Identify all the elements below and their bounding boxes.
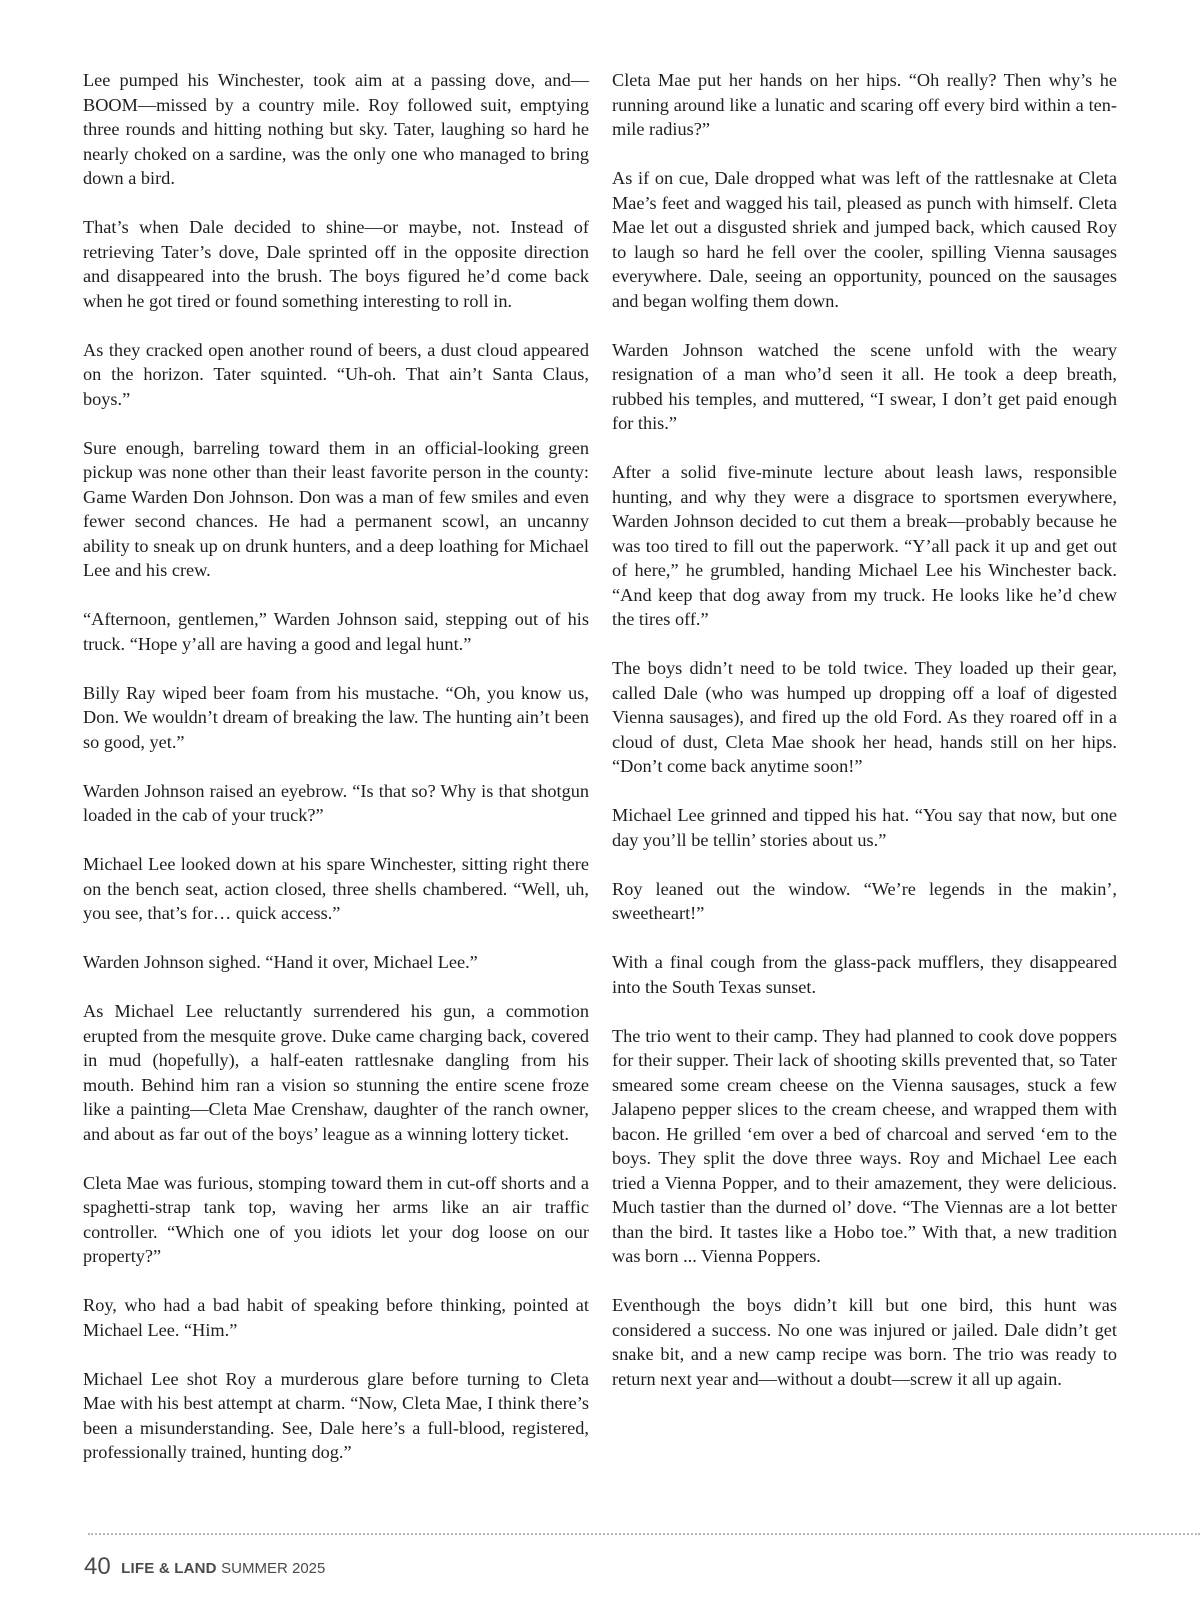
paragraph: Sure enough, barreling toward them in an official-looking green pickup was none other than their least favorite person in the county: Game Warden Don Johnson. Don was a man of few smiles and even fewer second chances. He had a permanent scowl, an uncanny ability to sneak up on drunk hunters, and a deep loathing for Michael Lee and his crew. [83, 437, 589, 580]
page-footer [84, 1553, 325, 1581]
paragraph: Lee pumped his Winchester, took aim at a passing dove, and—BOOM—missed by a country mile. Roy followed suit, emptying three rounds and hitting nothing but sky. Tater, laughing so hard he nearly choked on a sardine, was the only one who managed to bring down a bird. [83, 70, 589, 188]
paragraph: Michael Lee looked down at his spare Winchester, sitting right there on the bench seat, action closed, three shells chambered. “Well, uh, you see, that’s for… quick access.” [83, 854, 589, 923]
article-left-column [83, 68, 589, 1489]
paragraph: Warden Johnson raised an eyebrow. “Is that so? Why is that shotgun loaded in the cab of your truck?” [83, 780, 589, 825]
paragraph: As they cracked open another round of beers, a dust cloud appeared on the horizon. Tater squinted. “Uh-oh. That ain’t Santa Claus, boys.” [83, 339, 589, 409]
paragraph: The trio went to their camp. They had planned to cook dove poppers for their supper. Their lack of shooting skills prevented that, so Tater smeared some cream cheese on the Vienna sausages, stuck a few Jalapeno pepper slices to the cream cheese, and wrapped them with bacon. He grilled ‘em over a bed of charcoal and served ‘em to the boys. They split the dove three ways. Roy and Michael Lee each tried a Vienna Popper, and to their amazement, they were delicious. Much tastier than the durned ol’ dove. “The Viennas are a lot better than the bird. It tastes like a Hobo toe.” With that, a new tradition was born ... Vienna Poppers. [612, 1025, 1117, 1266]
paragraph: Michael Lee shot Roy a murderous glare before turning to Cleta Mae with his best attempt at charm. “Now, Cleta Mae, I think there’s been a misunderstanding. See, Dale here’s a full-blood, registered, professionally trained, hunting dog.” [83, 1368, 589, 1462]
paragraph: Cleta Mae was furious, stomping toward them in cut-off shorts and a spaghetti-strap tank top, waving her arms like an air traffic controller. “Which one of you idiots let your dog loose on our property?” [83, 1172, 589, 1266]
paragraph: Warden Johnson sighed. “Hand it over, Michael Lee.” [83, 952, 478, 972]
paragraph: That’s when Dale decided to shine—or maybe, not. Instead of retrieving Tater’s dove, Dale sprinted off in the opposite direction and disappeared into the brush. The boys figured he’d come back when he got tired or found something interesting to roll in. [83, 217, 589, 311]
paragraph: As if on cue, Dale dropped what was left of the rattlesnake at Cleta Mae’s feet and wagged his tail, pleased as punch with himself. Cleta Mae let out a disgusted shriek and jumped back, which caused Roy to laugh so hard he fell over the cooler, spilling Vienna sausages everywhere. Dale, seeing an opportunity, pounced on the sausages and began wolfing them down. [612, 168, 1117, 311]
paragraph: With a final cough from the glass-pack mufflers, they disappeared into the South Texas sunset. [612, 952, 1117, 997]
paragraph: Billy Ray wiped beer foam from his mustache. “Oh, you know us, Don. We wouldn’t dream of breaking the law. The hunting ain’t been so good, yet.” [83, 682, 589, 752]
paragraph: Michael Lee grinned and tipped his hat. “You say that now, but one day you’ll be tellin’ stories about us.” [612, 805, 1117, 850]
paragraph: As Michael Lee reluctantly surrendered his gun, a commotion erupted from the mesquite grove. Duke came charging back, covered in mud (hopefully), a half-eaten rattlesnake dangling from his mouth. Behind him ran a vision so stunning the entire scene froze like a painting—Cleta Mae Crenshaw, daughter of the ranch owner, and about as far out of the boys’ league as a winning lottery ticket. [83, 1001, 589, 1144]
footer-divider [88, 1533, 1200, 1535]
article-right-column [612, 68, 1117, 1416]
paragraph: Cleta Mae put her hands on her hips. “Oh really? Then why’s he running around like a lunatic and scaring off every bird within a ten-mile radius?” [612, 70, 1117, 139]
paragraph: Eventhough the boys didn’t kill but one bird, this hunt was considered a success. No one was injured or jailed. Dale didn’t get snake bit, and a new camp recipe was born. The trio was ready to return next year and—without a doubt—screw it all up again. [612, 1295, 1117, 1389]
page-number: 40 [84, 1553, 111, 1580]
paragraph: After a solid five-minute lecture about leash laws, responsible hunting, and why they were a disgrace to sportsmen everywhere, Warden Johnson decided to cut them a break—probably because he was too tired to fill out the paperwork. “Y’all pack it up and get out of here,” he grumbled, handing Michael Lee his Winchester back. “And keep that dog away from my truck. He looks like he’d chew the tires off.” [612, 462, 1117, 629]
magazine-name: LIFE & LAND [121, 1560, 217, 1577]
paragraph: “Afternoon, gentlemen,” Warden Johnson said, stepping out of his truck. “Hope y’all are having a good and legal hunt.” [83, 609, 589, 654]
paragraph: Roy, who had a bad habit of speaking before thinking, pointed at Michael Lee. “Him.” [83, 1295, 589, 1340]
paragraph: Roy leaned out the window. “We’re legends in the makin’, sweetheart!” [612, 878, 1117, 923]
paragraph: The boys didn’t need to be told twice. They loaded up their gear, called Dale (who was humped up dropping off a loaf of digested Vienna sausages), and fired up the old Ford. As they roared off in a cloud of dust, Cleta Mae shook her head, hands still on her hips. “Don’t come back anytime soon!” [612, 658, 1117, 776]
issue-label: SUMMER 2025 [221, 1560, 326, 1577]
paragraph: Warden Johnson watched the scene unfold with the weary resignation of a man who’d seen it all. He took a deep breath, rubbed his temples, and muttered, “I swear, I don’t get paid enough for this.” [612, 339, 1117, 433]
